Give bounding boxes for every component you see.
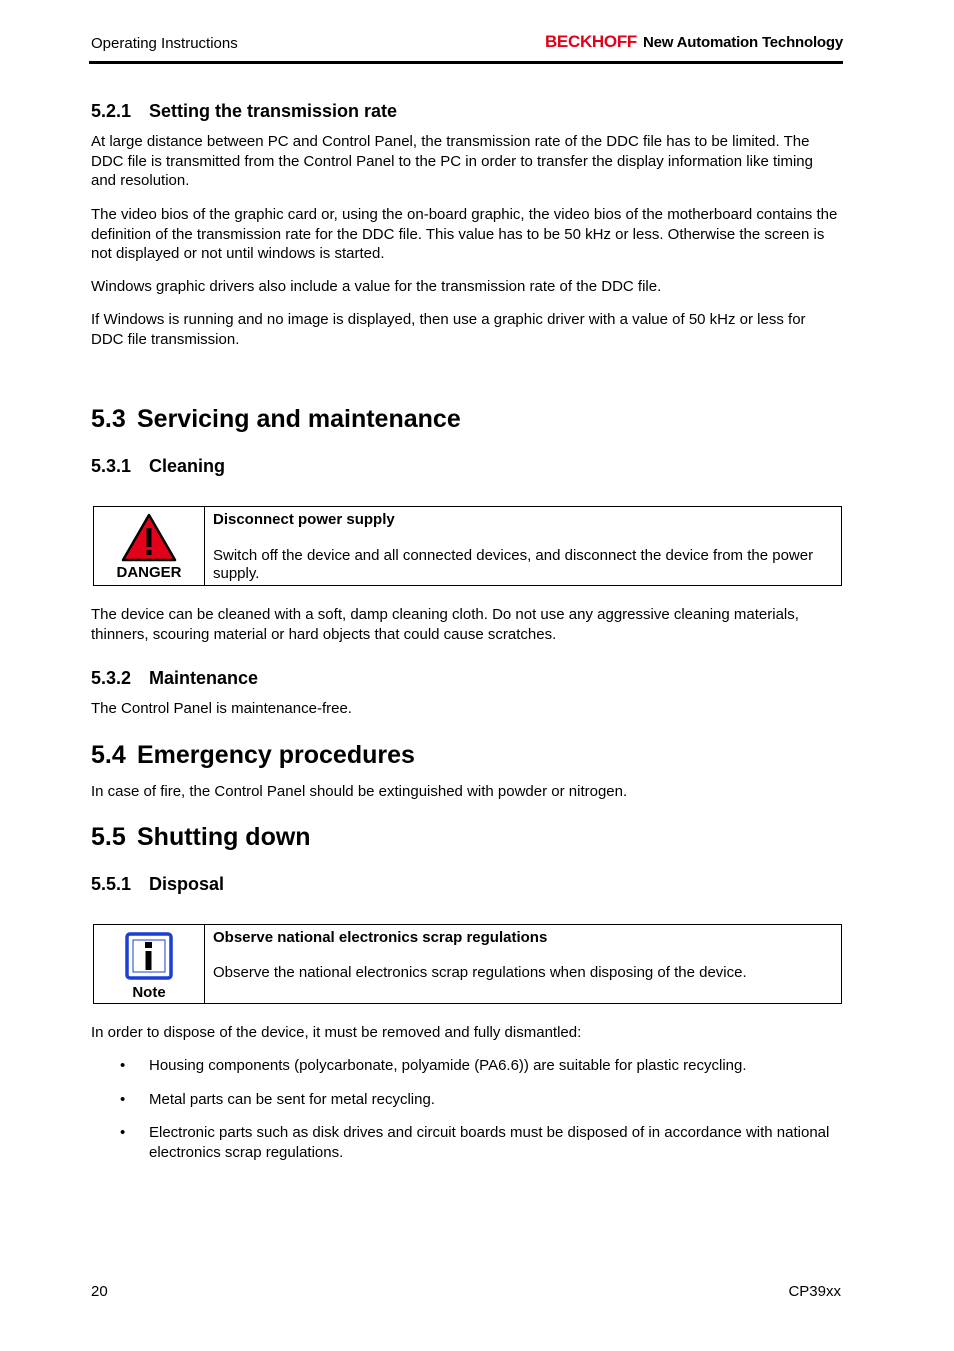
note-box [93,924,842,1004]
danger-box [93,506,842,586]
section-heading-5-5-1 [91,874,224,895]
bullet-icon: • [120,1124,126,1141]
note-text: Observe the national electronics scrap regulations when disposing of the device. [213,963,747,981]
section-title: Maintenance [149,668,259,688]
chapter-title: Emergency procedures [137,741,415,769]
header-title: Operating Instructions [91,35,238,52]
list-item-text: Metal parts can be sent for metal recycling. [149,1090,435,1108]
paragraph: If Windows is running and no image is displayed, then use a graphic driver with a value of 50 kHz or less for DDC file transmission. [91,311,806,348]
list-item-text: Housing components (polycarbonate, polyamide (PA6.6)) are suitable for plastic recycling. [149,1057,747,1074]
header-divider [89,61,843,64]
paragraph: In case of fire, the Control Panel should be extinguished with powder or nitrogen. [91,783,628,800]
section-title: Setting the transmission rate [149,101,398,121]
section-heading-5-3-1 [91,456,225,477]
paragraph: The video bios of the graphic card or, using the on-board graphic, the video bios of the motherboard contains the definition of the transmission rate for the DDC file. This value has to be 50 kHz or less. Otherwise the screen is not displayed or not until windows is started. [91,206,838,262]
danger-text-cell [205,507,842,586]
brand-logo [545,32,843,52]
danger-icon-cell [94,507,205,586]
chapter-heading-5-3 [91,405,461,434]
chapter-number: 5.3 [91,405,126,433]
section-number: 5.3.2 [91,668,132,688]
bullet-icon: • [120,1057,126,1074]
note-icon-cell [94,925,205,1004]
section-number: 5.3.1 [91,456,132,476]
product-name: CP39xx [788,1283,841,1300]
warning-triangle-icon [121,513,177,563]
chapter-heading-5-4 [91,741,415,770]
paragraph: At large distance between PC and Control Panel, the transmission rate of the DDC file has to be limited. The DDC file is transmitted from the Control Panel to the PC in order to transfer the display information like timing and resolution. [91,133,813,189]
danger-title: Disconnect power supply [213,511,395,528]
info-icon [125,932,173,980]
section-title: Cleaning [149,456,226,476]
note-label: Note [132,984,166,1001]
chapter-number: 5.5 [91,823,126,851]
note-title: Observe national electronics scrap regulations [213,929,548,946]
paragraph: Windows graphic drivers also include a value for the transmission rate of the DDC file. [91,278,662,295]
list-item-text: Electronic parts such as disk drives and circuit boards must be disposed of in accordance with national electronics scrap regulations. [149,1124,830,1161]
chapter-heading-5-5 [91,823,311,852]
danger-label: DANGER [116,564,182,581]
section-number: 5.2.1 [91,101,132,121]
paragraph: In order to dispose of the device, it must be removed and fully dismantled: [91,1024,582,1041]
chapter-title: Servicing and maintenance [137,405,461,433]
chapter-title: Shutting down [137,823,311,851]
disposal-list [91,1056,841,1176]
list-item [91,1056,841,1076]
list-item [91,1090,841,1110]
section-heading-5-3-2 [91,668,258,689]
section-number: 5.5.1 [91,874,132,894]
page-number: 20 [91,1283,108,1300]
brand-tagline: New Automation Technology [643,34,843,51]
paragraph: The Control Panel is maintenance-free. [91,700,352,717]
chapter-number: 5.4 [91,741,126,769]
section-heading-5-2-1 [91,101,397,122]
paragraph: The device can be cleaned with a soft, damp cleaning cloth. Do not use any aggressive cleaning materials, thinners, scouring material or hard objects that could cause scratches. [91,606,799,643]
note-text-cell [205,925,842,1004]
section-title: Disposal [149,874,225,894]
brand-name: BECKHOFF [544,32,637,51]
danger-text: Switch off the device and all connected devices, and disconnect the device from the power supply. [213,546,814,582]
list-item [91,1123,841,1162]
bullet-icon: • [120,1090,126,1108]
